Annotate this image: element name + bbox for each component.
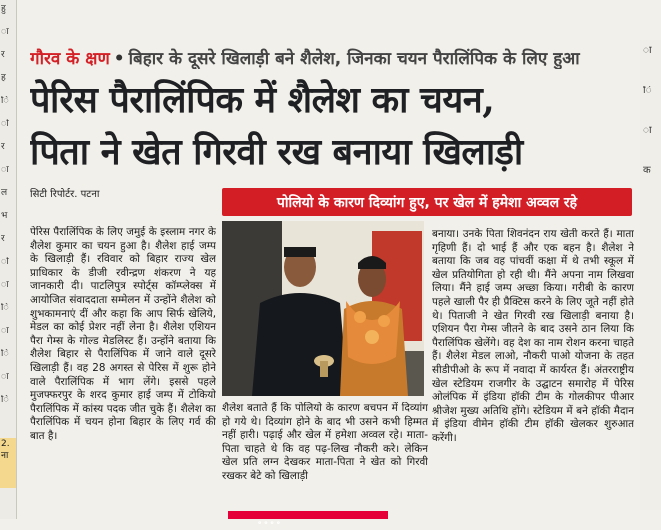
adjacent-text-fragment: भ: [1, 211, 8, 221]
article-column-right: बनाया। उनके पिता शिवनंदन राय खेती करते हैं। माता गृहिणी हैं। दो भाई हैं और एक बहन है। शैलेश ने बताया कि जब वह पांचवीं कक्षा में थे तभी स्कूल में खेल प्रतियोगिता हो रही थी। मैंने अपना नाम लिखवा लिया। मैंने हाई जम्प अच्छा किया। गरीबी के कारण पहले खाली पैर ही प्रैक्टिस करने के लिए जूते नहीं होते थे। पिताजी ने खेत गिरवी रख खिलाड़ी बनाया है। एशियन पैरा गेम्स जीतने के बाद उसने ठान लिया कि पैरालिंपिक खेलेंगे। वह देश का नाम रोशन करना चाहते हैं। शैलेश मेडल लाओ, नौकरी पाओ योजना के तहत सीडीपीओ के रूप में नवादा में कार्यरत हैं। अंतरराष्ट्रीय खेल स्टेडियम राजगीर के उद्घाटन समारोह में पेरिस ओलंपिक में इंडिया हॉकी टीम के गोलकीपर पीआर श्रीजेश मुख्य अतिथि होंगे। स्टेडियम में बने हॉकी मैदान में इंडिया वीमेन हॉकी टीम हॉकी खेलकर शुरुआत करेंगी।: [432, 228, 634, 444]
adjacent-column-left: [0, 0, 17, 519]
adjacent-box-left: [0, 438, 16, 488]
adjacent-text-fragment: क: [643, 166, 651, 176]
article-column-left: पेरिस पैरालिंपिक के लिए जमुई के इस्लाम नगर के शैलेश कुमार का चयन हुआ है। शैलेश हाई जम्प के खिलाड़ी हैं। रविवार को बिहार राज्य खेल प्राधिकार के डीजी रवीन्द्रण शंकरण ने यह जानकारी दी। पाटलिपुत्र स्पोर्ट्स कॉम्प्लेक्स में आयोजित संवाददाता सम्मेलन में उन्होंने शैलेश को शुभकामनाएं दीं और कहा कि आप सिर्फ खेलिये, मेडल का कोई प्रेशर नहीं लेना है। शैलेश एशियन पैरा गेम्स के गोल्ड मेडलिस्ट हैं। उन्होंने बताया कि शैलेश बिहार से पैरालिंपिक में जाने वाले दूसरे खिलाड़ी हैं। वह 28 अगस्त से पेरिस में शुरू होने वाले पैरालिंपिक में भाग लेंगे। इससे पहले मुजफ्फरपुर के शरद कुमार हाई जम्प में टोकियो पैरालिंपिक में कांस्य पदक जीत चुके हैं। शैलेश का पैरालिंपिक में चयन होना बिहार के लिए गर्व की बात है।: [30, 226, 216, 442]
kicker: [30, 46, 640, 69]
adjacent-column-right: [640, 40, 661, 510]
adjacent-text-fragment: ा: [643, 126, 652, 136]
next-article-header-text: ॰ ॰ ॰ ॰: [258, 519, 280, 528]
kicker-label: गौरव के क्षण: [30, 49, 110, 69]
adjacent-text-fragment: ि: [1, 303, 9, 313]
article-column-middle: शैलेश बताते हैं कि पोलियो के कारण बचपन में दिव्यांग हो गये थे। दिव्यांग होने के बाद भी उसने कभी हिम्मत नहीं हारी। पढ़ाई और खेल में हमेशा अव्वल रहे। माता-पिता चाहते थे कि वह पढ़-लिख नौकरी करे। लेकिन खेल प्रति लग्न देखकर माता-पिता ने खेत को गिरवी रखकर बेटे को खिलाड़ी: [222, 402, 428, 482]
kicker-bullet: •: [113, 49, 125, 69]
adjacent-box-text: 2.: [1, 439, 10, 449]
byline: सिटी रिपोर्टर. पटना: [30, 189, 100, 200]
headline-line-1: पेरिस पैरालिंपिक में शैलेश का चयन,: [30, 79, 495, 121]
adjacent-text-fragment: ि: [643, 86, 652, 96]
adjacent-text-fragment: ि: [1, 395, 9, 405]
adjacent-text-fragment: ो: [1, 119, 9, 129]
adjacent-text-fragment: ि: [1, 96, 9, 106]
kicker-text: बिहार के दूसरे खिलाड़ी बने शैलेश, जिनका चयन पैरालिंपिक के लिए हुआ: [128, 49, 580, 69]
adjacent-text-fragment: ा: [1, 326, 9, 336]
adjacent-text-fragment: ो: [1, 257, 9, 267]
adjacent-text-fragment: ह: [1, 73, 6, 83]
adjacent-text-fragment: ा: [1, 27, 9, 37]
adjacent-text-fragment: ा: [1, 280, 9, 290]
adjacent-text-fragment: ा: [1, 165, 9, 175]
adjacent-text-fragment: र: [1, 50, 5, 60]
adjacent-text-fragment: हु: [1, 4, 6, 14]
photo-illustration: [222, 221, 424, 396]
adjacent-text-fragment: र: [1, 234, 5, 244]
adjacent-text-fragment: ा: [1, 372, 9, 382]
adjacent-text-fragment: ल: [1, 188, 8, 198]
headline-line-2: पिता ने खेत गिरवी रख बनाया खिलाड़ी: [30, 131, 523, 173]
adjacent-text-fragment: ि: [1, 349, 9, 359]
subheadline-banner: पोलियो के कारण दिव्यांग हुए, पर खेल में हमेशा अव्वल रहे: [222, 188, 632, 216]
adjacent-box-text: ना: [1, 451, 9, 461]
news-photo: [222, 221, 424, 396]
adjacent-text-fragment: र: [1, 142, 5, 152]
adjacent-text-fragment: ा: [643, 46, 652, 56]
next-article-header: [228, 511, 388, 528]
